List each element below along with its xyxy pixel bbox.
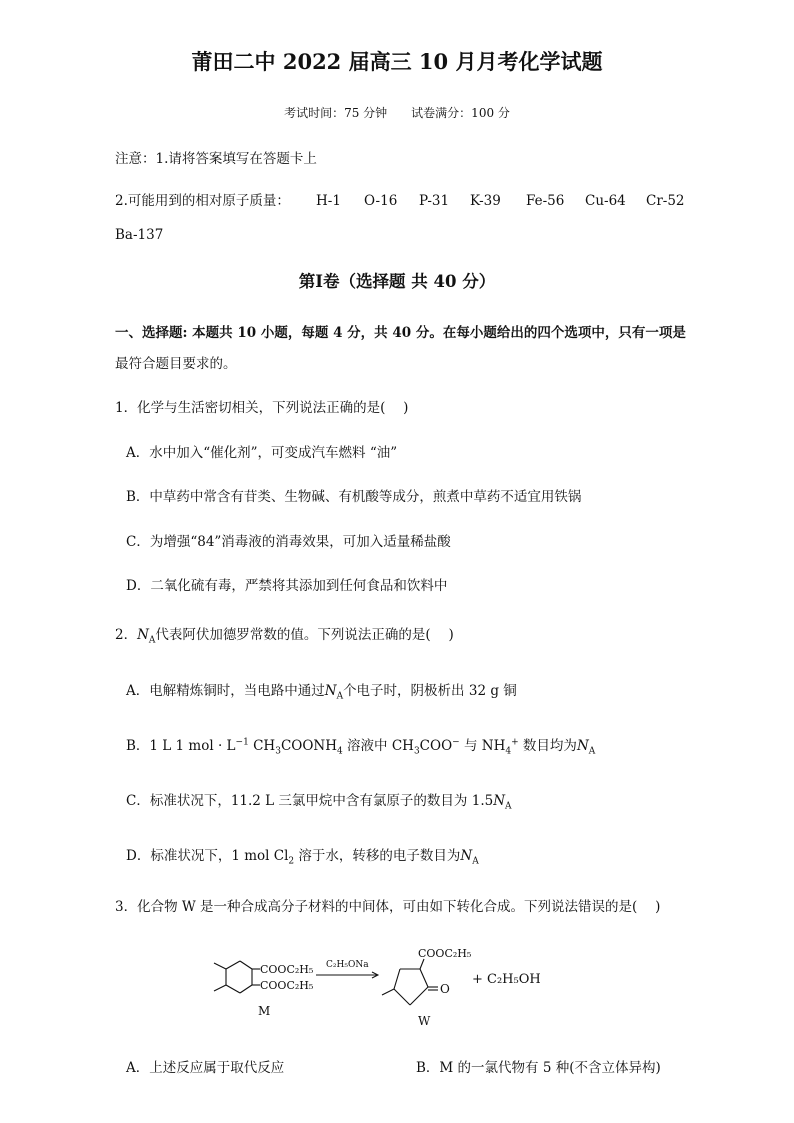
q3-stem: 3．化合物 W 是一种合成高分子材料的中间体，可由如下转化合成。下列说法错误的是( ) [115, 899, 661, 915]
mass-o: O-16 [364, 193, 398, 209]
q3-option-a: A．上述反应属于取代反应 [126, 1060, 285, 1076]
reaction-arrow [316, 972, 378, 978]
page-title: 莆田二中 2022 届高三 10 月月考化学试题 [191, 49, 603, 74]
note-line-2: 2.可能用到的相对原子质量： [115, 193, 290, 209]
q1-option-d: D．二氧化硫有毒，严禁将其添加到任何食品和饮料中 [126, 578, 448, 594]
q2-option-c: C．标准状况下，11.2 L 三氯甲烷中含有氯原子的数目为 $1.5N_A$ [126, 793, 512, 812]
w-group: COOC₂H₅ [418, 947, 472, 960]
q1-option-c: C．为增强“84”消毒液的消毒效果，可加入适量稀盐酸 [126, 534, 451, 550]
q2-option-b: B．1 L 1 mol · $L^{-1}$ $CH_3COONH_4$ 溶液中 $CH_3COO^-$ 与 $NH_4^+$ 数目均为$N_A$ [126, 737, 596, 757]
q1-stem: 1．化学与生活密切相关，下列说法正确的是( ) [115, 400, 409, 416]
reaction-scheme [200, 945, 580, 1035]
section-instruction-1: 一、选择题: 本题共 10 小题，每题 4 分，共 40 分。在每小题给出的四个选项中，只有一项是 [115, 325, 686, 341]
q2-stem: 2．$N_A$代表阿伏加德罗常数的值。下列说法正确的是( ) [115, 627, 454, 646]
w-label: W [418, 1014, 431, 1028]
q2-option-a: A．电解精炼铜时，当电路中通过$N_A$个电子时，阴极析出 32 g 铜 [126, 683, 517, 702]
molecule-m-structure [214, 961, 260, 993]
m-group-top: COOC₂H₅ [260, 963, 314, 976]
byproduct: + C₂H₅OH [472, 972, 541, 987]
reagent-label: C₂H₅ONa [326, 960, 369, 970]
mass-cr: Cr-52 [646, 193, 685, 209]
q1-option-a: A．水中加入“催化剂”，可变成汽车燃料 “油” [126, 445, 398, 461]
section-title: 第Ⅰ卷（选择题 共 40 分） [298, 272, 496, 291]
w-carbonyl-oxygen: O [440, 982, 450, 996]
molecule-w-structure [382, 959, 438, 1017]
mass-k: K-39 [470, 193, 501, 209]
q1-option-b: B．中草药中常含有苷类、生物碱、有机酸等成分，煎煮中草药不适宜用铁锅 [126, 489, 582, 505]
q2-option-d: D．标准状况下，1 mol $Cl_2$ 溶于水，转移的电子数目为$N_A$ [126, 848, 479, 867]
m-group-bottom: COOC₂H₅ [260, 979, 314, 992]
m-label: M [258, 1004, 271, 1018]
mass-p: P-31 [419, 193, 450, 209]
exam-info: 考试时间：75 分钟 试卷满分：100 分 [284, 106, 510, 120]
section-instruction-2: 最符合题目要求的。 [115, 356, 237, 372]
mass-ba: Ba-137 [115, 227, 164, 243]
mass-h: H-1 [316, 193, 341, 209]
mass-fe: Fe-56 [526, 193, 565, 209]
mass-cu: Cu-64 [585, 193, 626, 209]
q3-option-b: B．M 的一氯代物有 5 种(不含立体异构) [416, 1060, 661, 1076]
note-line-1: 注意：1.请将答案填写在答题卡上 [115, 151, 317, 167]
